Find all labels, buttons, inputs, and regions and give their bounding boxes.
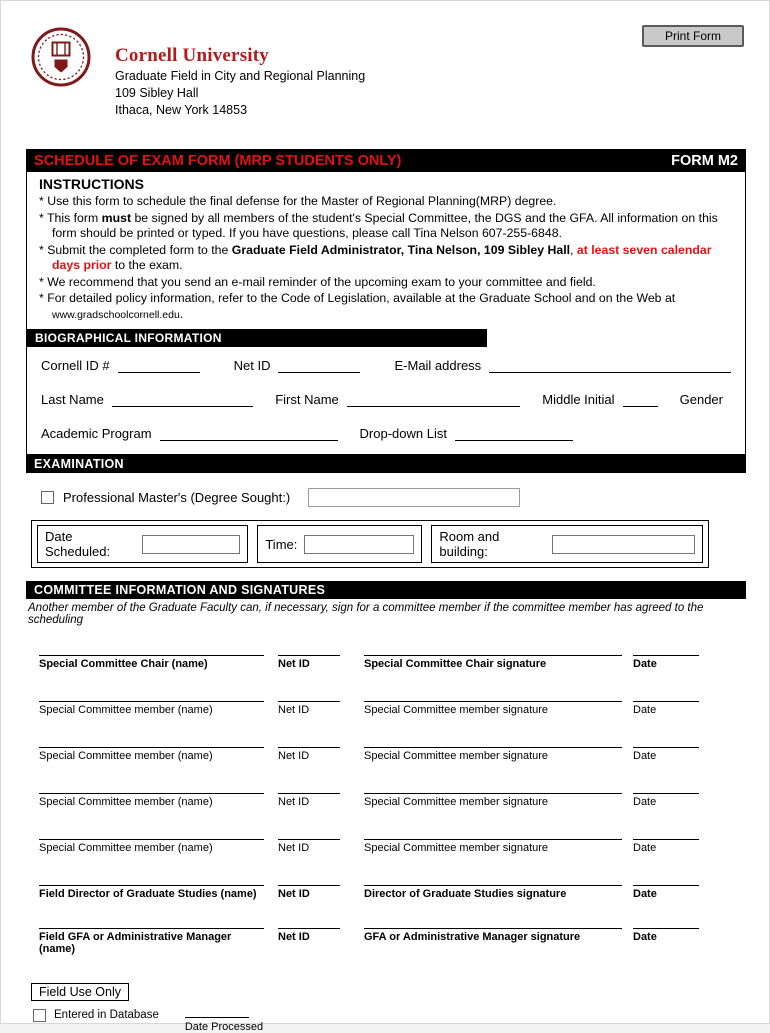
cornell-id-field[interactable] [118,358,200,373]
member-netid-field[interactable] [278,839,340,854]
chair-date-field[interactable] [633,655,699,670]
time-label: Time: [265,536,298,552]
entered-in-database-checkbox[interactable] [33,1009,46,1022]
date-scheduled-label: Date Scheduled: [45,529,111,559]
director-netid-field[interactable] [278,885,340,900]
gradschool-url: www.gradschoolcornell.edu [52,308,180,321]
instruction-text: We recommend that you send an e-mail reminder of the upcoming exam to your committee and field. [43,274,596,289]
committee-row-member-4 [39,839,746,854]
member-name-label: Special Committee member (name) [39,796,213,808]
exam-schedule-box [31,520,709,568]
instruction-text: , [570,242,577,257]
committee-row-member-1 [39,701,746,716]
date-scheduled-input[interactable] [142,535,240,554]
bio-row-2 [41,392,731,407]
instruction-text: Submit the completed form to the [43,242,232,257]
chair-signature-label: Special Committee Chair signature [364,658,547,670]
first-name-field[interactable] [347,392,521,407]
date-label: Date [633,842,657,854]
instruction-item-5 [39,291,735,323]
director-name-field[interactable] [39,885,264,900]
bullet: * [39,291,44,305]
cornell-seal-logo [31,27,91,87]
committee-row-gfa [39,928,746,955]
committee-row-chair [39,655,746,670]
form-title: SCHEDULE OF EXAM FORM (MRP STUDENTS ONLY) [34,152,402,169]
middle-initial-field[interactable] [623,392,658,407]
biographical-section-header: BIOGRAPHICAL INFORMATION [27,329,487,347]
first-name-label: First Name [275,392,339,407]
member-signature-label: Special Committee member signature [364,750,549,762]
date-label: Date [633,658,657,670]
netid-label: Net ID [278,704,310,716]
member-name-field[interactable] [39,839,264,854]
room-cell [431,525,703,563]
room-label: Room and building: [439,529,500,559]
instructions-biographical-box [26,172,746,455]
committee-row-member-3 [39,793,746,808]
member-netid-field[interactable] [278,701,340,716]
member-name-field[interactable] [39,747,264,762]
member-signature-label: Special Committee member signature [364,704,549,716]
bio-row-3 [41,426,731,441]
member-date-field[interactable] [633,701,699,716]
instruction-text: be signed by all members of the student's Special Committee, the DGS and the GFA. All information on this form should be printed or typed. If you have questions, please call Tina Nelson 607-255-6848. [52,210,718,240]
director-name-label: Field Director of Graduate Studies (name) [39,888,257,900]
committee-section-header: COMMITTEE INFORMATION AND SIGNATURES [26,581,746,599]
address-line-3: Ithaca, New York 14853 [115,103,248,117]
member-signature-field[interactable] [364,701,622,716]
net-id-field[interactable] [278,358,360,373]
director-signature-label: Director of Graduate Studies signature [364,888,567,900]
degree-sought-input[interactable] [308,488,520,507]
member-signature-label: Special Committee member signature [364,796,549,808]
instruction-text: to the exam. [111,258,183,272]
date-processed-label: Date Processed [184,1021,264,1033]
instruction-text: For detailed policy information, refer to the Code of Legislation, available at the Graduate School and on the Web at [43,291,676,305]
email-label: E-Mail address [394,358,482,373]
date-label: Date [633,888,657,900]
instruction-text-bold: Graduate Field Administrator, Tina Nelson, 109 Sibley Hall [231,242,571,257]
bullet: * [39,242,44,257]
date-label: Date [633,750,657,762]
academic-program-dropdown[interactable] [455,426,573,441]
field-use-only-box: Field Use Only [31,983,129,1001]
instruction-item-1 [39,194,735,210]
committee-row-field-director [39,885,746,900]
bullet: * [39,194,44,208]
middle-initial-label: Middle Initial [542,392,615,407]
member-signature-label: Special Committee member signature [364,842,549,854]
room-input[interactable] [552,535,695,554]
bio-row-1 [41,358,731,373]
member-signature-field[interactable] [364,747,622,762]
form-number: FORM M2 [671,152,738,169]
form-title-bar [26,149,746,172]
instruction-text-bold: must [101,210,132,225]
print-form-button[interactable]: Print Form [642,25,744,47]
netid-label: Net ID [278,750,310,762]
committee-note: Another member of the Graduate Faculty can, if necessary, sign for a committee member if the committee member has agreed to the scheduling [28,602,704,626]
university-name: Cornell University [115,45,269,66]
member-name-label: Special Committee member (name) [39,842,213,854]
letterhead [115,45,365,118]
last-name-field[interactable] [112,392,253,407]
time-input[interactable] [304,535,414,554]
member-name-field[interactable] [39,793,264,808]
professional-masters-checkbox[interactable] [41,491,54,504]
address-line-2: 109 Sibley Hall [115,86,199,100]
member-signature-field[interactable] [364,793,622,808]
field-use-row [33,1009,746,1033]
date-processed-group [185,1009,263,1033]
date-scheduled-cell [37,525,248,563]
cornell-id-label: Cornell ID # [41,358,110,373]
instruction-item-4 [39,275,735,291]
gfa-name-field[interactable] [39,928,264,955]
member-name-label: Special Committee member (name) [39,750,213,762]
director-signature-field[interactable] [364,885,622,900]
member-signature-field[interactable] [364,839,622,854]
date-label: Date [633,931,657,943]
instruction-item-3 [39,243,735,274]
chair-netid-field[interactable] [278,655,340,670]
professional-masters-label: Professional Master's (Degree Sought:) [63,490,291,505]
gfa-netid-field[interactable] [278,928,340,955]
member-netid-field[interactable] [278,793,340,808]
gender-label: Gender [679,392,723,407]
gfa-signature-label: GFA or Administrative Manager signature [364,931,581,943]
director-date-field[interactable] [633,885,699,900]
bullet: * [39,274,44,289]
chair-name-field[interactable] [39,655,264,670]
signature-rows [26,655,746,955]
examination-section-header: EXAMINATION [26,455,746,473]
gfa-date-field[interactable] [633,928,699,955]
academic-program-field[interactable] [160,426,338,441]
netid-label: Net ID [278,842,310,854]
netid-label: Net ID [278,658,310,670]
netid-label: Net ID [278,796,310,808]
academic-program-label: Academic Program [41,426,152,441]
date-label: Date [633,704,657,716]
chair-signature-field[interactable] [364,655,622,670]
date-processed-field[interactable] [185,1009,249,1018]
email-field[interactable] [489,358,731,373]
instruction-text: Use this form to schedule the final defense for the Master of Regional Planning(MRP) degree. [43,194,557,208]
instructions-heading: INSTRUCTIONS [39,176,144,192]
instruction-item-2 [39,211,735,242]
entered-in-database-label: Entered in Database [54,1009,159,1021]
net-id-label: Net ID [233,358,271,373]
netid-label: Net ID [278,931,310,943]
instructions-section [27,172,745,329]
date-label: Date [633,796,657,808]
committee-row-member-2 [39,747,746,762]
time-cell [257,525,422,563]
biographical-fields [27,347,745,454]
netid-label: Net ID [278,888,310,900]
form-body [26,149,746,1033]
member-netid-field[interactable] [278,747,340,762]
member-date-field[interactable] [633,747,699,762]
instruction-text-red: at least seven calendar days prior [52,242,712,272]
field-use-section [26,983,746,1033]
last-name-label: Last Name [41,392,104,407]
address-line-1: Graduate Field in City and Regional Planning [115,69,366,83]
bullet: * [39,210,44,225]
instruction-text: . [179,306,184,321]
chair-name-label: Special Committee Chair (name) [39,658,208,670]
gfa-signature-field[interactable] [364,928,622,955]
instruction-text: This form [43,210,102,225]
gfa-name-label: Field GFA or Administrative Manager (name) [39,931,232,955]
member-name-label: Special Committee member (name) [39,704,213,716]
member-date-field[interactable] [633,793,699,808]
professional-masters-row [41,488,740,507]
member-name-field[interactable] [39,701,264,716]
member-date-field[interactable] [633,839,699,854]
dropdown-label: Drop-down List [359,426,447,441]
